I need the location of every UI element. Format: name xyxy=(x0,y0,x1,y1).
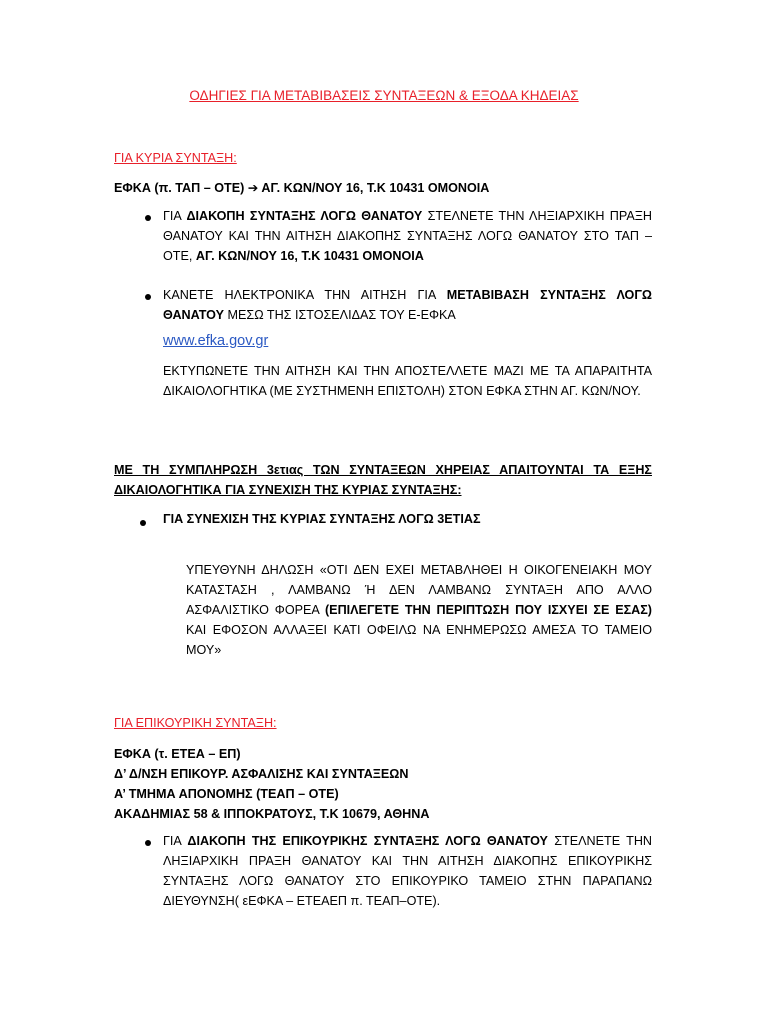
supplementary-heading: ΓΙΑ ΕΠΙΚΟΥΡΙΚΗ ΣΥΝΤΑΞΗ: xyxy=(114,716,277,730)
bullet-icon xyxy=(140,520,146,526)
text-run: ΓΙΑ xyxy=(163,209,187,223)
bold-run: ΔΙΑΚΟΠΗ ΤΗΣ ΕΠΙΚΟΥΡΙΚΗΣ ΣΥΝΤΑΞΗΣ ΛΟΓΩ ΘΑΝΑΤΟΥ xyxy=(187,834,548,848)
renewal-heading: ΜΕ ΤΗ ΣΥΜΠΛΗΡΩΣΗ 3ετιας ΤΩΝ ΣΥΝΤΑΞΕΩΝ ΧΗΡΕΙΑΣ ΑΠΑΙΤΟΥΝΤΑΙ ΤΑ ΕΞΗΣ ΔΙΚΑΙΟΛΟΓΗΤΙΚΑ ΓΙΑ ΣΥΝΕΧΙΣΗ ΤΗΣ ΚΥΡΙΑΣ ΣΥΝΤΑΞΗΣ: xyxy=(114,463,652,497)
address-line: Α’ ΤΜΗΜΑ ΑΠΟΝΟΜΗΣ (ΤΕΑΠ – ΟΤΕ) xyxy=(114,787,339,801)
print-instructions: ΕΚΤΥΠΩΝΕΤΕ ΤΗΝ ΑΙΤΗΣΗ ΚΑΙ ΤΗΝ ΑΠΟΣΤΕΛΛΕΤΕ ΜΑΖΙ ΜΕ ΤΑ ΑΠΑΡΑΙΤΗΤΑ ΔΙΚΑΙΟΛΟΓΗΤΙΚΑ (ΜΕ ΣΥΣΤΗΜΕΝΗ ΕΠΙΣΤΟΛΗ) ΣΤΟΝ ΕΦΚΑ ΣΤΗΝ ΑΓ. ΚΩΝ/ΝΟΥ. xyxy=(163,364,652,398)
text-run: ΣΤΕΛΝΕΤΕ ΤΗΝ ΛΗΞΙΑΡΧΙΚΗ ΠΡΑΞΗ ΘΑΝΑΤΟΥ ΚΑΙ ΤΗΝ ΑΙΤΗΣΗ ΔΙΑΚΟΠΗΣ ΕΠΙΚΟΥΡΙΚΗΣ ΣΥΝΤΑΞΗΣ ΛΟΓΩ ΘΑΝΑΤΟΥ ΣΤΟ ΕΠΙΚΟΥΡΙΚΟ ΤΑΜΕΙΟ ΣΤΗΝ ΠΑΡΑΠΑΝΩ ΔΙΕΥΘΥΝΣΗ( εΕΦΚΑ – ΕΤΕΑΕΠ π. ΤΕΑΠ–ΟΤΕ). xyxy=(163,834,653,908)
renewal-bullet: ΓΙΑ ΣΥΝΕΧΙΣΗ ΤΗΣ ΚΥΡΙΑΣ ΣΥΝΤΑΞΗΣ ΛΟΓΩ 3ΕΤΙΑΣ xyxy=(163,512,481,526)
supplementary-bullet xyxy=(163,831,652,911)
bullet-icon xyxy=(145,215,151,221)
bold-run: ΜΕΤΑΒΙΒΑΣΗ ΣΥΝΤΑΞΗΣ ΛΟΓΩ ΘΑΝΑΤΟΥ xyxy=(163,288,652,322)
page-title: ΟΔΗΓΙΕΣ ΓΙΑ ΜΕΤΑΒΙΒΑΣΕΙΣ ΣΥΝΤΑΞΕΩΝ & ΕΞΟΔΑ ΚΗΔΕΙΑΣ xyxy=(189,88,579,103)
main-pension-heading: ΓΙΑ ΚΥΡΙΑ ΣΥΝΤΑΞΗ: xyxy=(114,151,237,165)
main-address-right: ΑΓ. ΚΩΝ/ΝΟΥ 16, Τ.Κ 10431 ΟΜΟΝΟΙΑ xyxy=(261,181,490,195)
main-bullet-transfer-pension xyxy=(163,285,652,325)
arrow-right-icon: ➔ xyxy=(247,181,259,195)
text-run: ΜΕΣΩ ΤΗΣ ΙΣΤΟΣΕΛΙΔΑΣ ΤΟΥ Ε-ΕΦΚΑ xyxy=(224,308,456,322)
address-line: Δ’ Δ/ΝΣΗ ΕΠΙΚΟΥΡ. ΑΣΦΑΛΙΣΗΣ ΚΑΙ ΣΥΝΤΑΞΕΩΝ xyxy=(114,767,409,781)
address-line: ΑΚΑΔΗΜΙΑΣ 58 & ΙΠΠΟΚΡΑΤΟΥΣ, Τ.Κ 10679, ΑΘΗΝΑ xyxy=(114,807,430,821)
main-address-left: ΕΦΚΑ (π. ΤΑΠ – ΟΤΕ) xyxy=(114,181,245,195)
bold-run: (ΕΠΙΛΕΓΕΤΕ ΤΗΝ ΠΕΡΙΠΤΩΣΗ ΠΟΥ ΙΣΧΥΕΙ ΣΕ ΕΣΑΣ) xyxy=(324,603,652,617)
bold-run: ΔΙΑΚΟΠΗ ΣΥΝΤΑΞΗΣ ΛΟΓΩ ΘΑΝΑΤΟΥ xyxy=(186,209,423,223)
declaration-text xyxy=(186,560,652,660)
main-pension-address xyxy=(114,180,489,195)
efka-link[interactable]: www.efka.gov.gr xyxy=(163,333,269,349)
text-run: ΣΤΕΛΝΕΤΕ ΤΗΝ ΛΗΞΙΑΡΧΙΚΗ ΠΡΑΞΗ ΘΑΝΑΤΟΥ ΚΑΙ ΤΗΝ ΑΙΤΗΣΗ ΔΙΑΚΟΠΗΣ ΣΥΝΤΑΞΗΣ ΛΟΓΩ ΘΑΝΑΤΟΥ ΣΤΟ ΤΑΠ – ΟΤΕ, xyxy=(163,209,652,263)
bullet-icon xyxy=(145,840,151,846)
main-bullet-stop-pension xyxy=(163,206,652,266)
address-line: ΕΦΚΑ (τ. ΕΤΕΑ – ΕΠ) xyxy=(114,747,241,761)
text-run: ΚΑΝΕΤΕ ΗΛΕΚΤΡΟΝΙΚΑ ΤΗΝ ΑΙΤΗΣΗ ΓΙΑ xyxy=(163,288,447,302)
bullet-icon xyxy=(145,294,151,300)
supplementary-address xyxy=(114,744,429,824)
text-run: ΚΑΙ ΕΦΟΣΟΝ ΑΛΛΑΞΕΙ ΚΑΤΙ ΟΦΕΙΛΩ ΝΑ ΕΝΗΜΕΡΩΣΩ ΑΜΕΣΑ ΤΟ ΤΑΜΕΙΟ ΜΟΥ» xyxy=(186,623,652,657)
bold-run: ΑΓ. ΚΩΝ/ΝΟΥ 16, Τ.Κ 10431 ΟΜΟΝΟΙΑ xyxy=(195,249,424,263)
text-run: ΓΙΑ xyxy=(163,834,188,848)
text-run: ΥΠΕΥΘΥΝΗ ΔΗΛΩΣΗ «ΟΤΙ ΔΕΝ ΕΧΕΙ ΜΕΤΑΒΛΗΘΕΙ Η ΟΙΚΟΓΕΝΕΙΑΚΗ ΜΟΥ ΚΑΤΑΣΤΑΣΗ , ΛΑΜΒΑΝΩ Ή ΔΕΝ ΛΑΜΒΑΝΩ ΣΥΝΤΑΞΗ ΑΠΟ ΑΛΛΟ ΑΣΦΑΛΙΣΤΙΚΟ ΦΟΡΕΑ xyxy=(186,563,652,617)
